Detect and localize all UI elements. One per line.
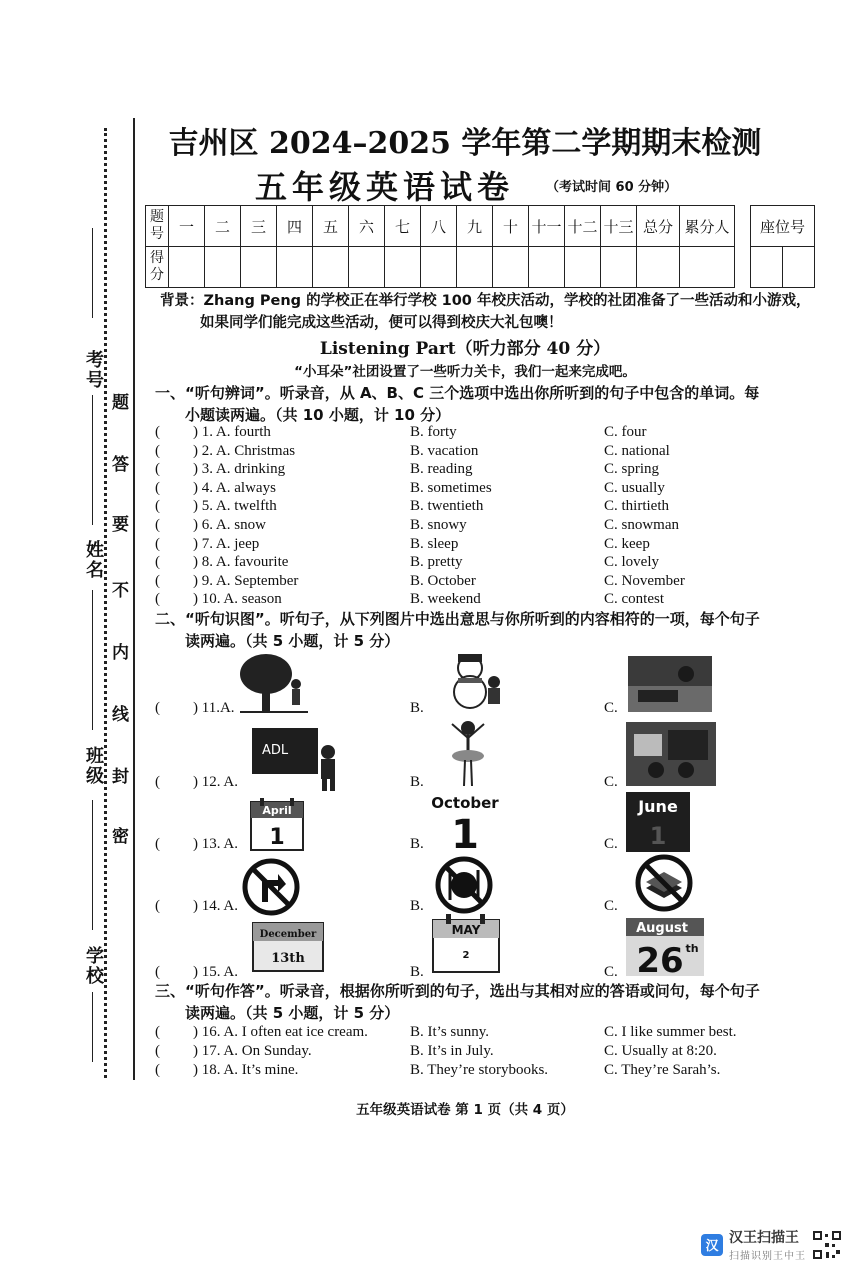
calendar-may-picture bbox=[432, 914, 500, 974]
option-a: ) 9. A. September bbox=[193, 572, 299, 589]
school-field-line bbox=[92, 992, 93, 1062]
option-c: C. I like summer best. bbox=[604, 1024, 737, 1040]
option-b: B. bbox=[410, 700, 424, 716]
seat-cell[interactable] bbox=[751, 247, 783, 288]
score-cell[interactable] bbox=[637, 247, 680, 288]
option-b: B. It’s sunny. bbox=[410, 1024, 490, 1040]
option-c: C. national bbox=[604, 442, 670, 459]
option-c: C. spring bbox=[604, 461, 660, 478]
name-field-line bbox=[92, 590, 93, 730]
option-b: B. bbox=[410, 774, 424, 790]
section1-line: 小题读两遍。（共 10 小题，计 10 分） bbox=[185, 406, 451, 424]
score-cell[interactable] bbox=[205, 247, 241, 288]
school-label: 学校 bbox=[83, 946, 104, 986]
option-a: ) 16. A. I often eat ice cream. bbox=[193, 1024, 368, 1040]
answer-bracket[interactable]: ( bbox=[155, 535, 160, 552]
answer-bracket[interactable]: ( bbox=[155, 1024, 160, 1040]
calendar-august-picture bbox=[626, 918, 704, 976]
option-b: B. bbox=[410, 964, 424, 980]
answer-bracket[interactable]: ( bbox=[155, 898, 160, 914]
option-c: C. They’re Sarah’s. bbox=[604, 1062, 721, 1078]
calendar-month: August bbox=[636, 921, 688, 936]
option-b: B. forty bbox=[410, 424, 457, 440]
scanner-logo-text: 汉 bbox=[705, 1239, 719, 1254]
score-col: 累分人 bbox=[680, 206, 735, 247]
score-col: 四 bbox=[277, 206, 313, 247]
option-a: ) 11.A. bbox=[193, 700, 235, 716]
tree-picture bbox=[236, 652, 312, 714]
score-cell[interactable] bbox=[565, 247, 601, 288]
class-label: 班级 bbox=[83, 746, 104, 786]
option-c: C. contest bbox=[604, 591, 664, 608]
score-cell[interactable] bbox=[529, 247, 565, 288]
seal-char: 密 bbox=[112, 827, 129, 847]
answer-bracket[interactable]: ( bbox=[155, 572, 160, 589]
option-b: B. October bbox=[410, 572, 476, 589]
score-cell[interactable] bbox=[601, 247, 637, 288]
section3-instructions bbox=[155, 980, 815, 1024]
page-footer: 五年级英语试卷 第 1 页（共 4 页） bbox=[356, 1102, 574, 1118]
option-c: C. bbox=[604, 836, 618, 852]
no-eating-sign-icon bbox=[434, 856, 494, 914]
answer-bracket[interactable]: ( bbox=[155, 461, 160, 478]
answer-bracket[interactable]: ( bbox=[155, 1043, 160, 1059]
option-b: B. sometimes bbox=[410, 479, 492, 496]
score-row-label: 得分 bbox=[146, 247, 169, 288]
calendar-december-picture bbox=[252, 922, 324, 972]
snowman-picture bbox=[444, 652, 506, 710]
calendar-day: 1 bbox=[649, 822, 667, 850]
name-label: 姓名 bbox=[83, 540, 104, 580]
answer-bracket[interactable]: ( bbox=[155, 554, 160, 571]
scanner-slogan: 扫描识别王中王 bbox=[729, 1251, 806, 1262]
section2-line: 读两遍。（共 5 小题，计 5 分） bbox=[185, 632, 400, 650]
listening-title: Listening Part（听力部分 40 分） bbox=[319, 339, 611, 359]
option-c: C. bbox=[604, 700, 618, 716]
seat-number-label: 座位号 bbox=[751, 206, 815, 247]
option-b: B. pretty bbox=[410, 554, 463, 571]
option-b: B. snowy bbox=[410, 517, 467, 533]
seal-char: 不 bbox=[112, 581, 129, 601]
option-a: ) 18. A. It’s mine. bbox=[193, 1062, 299, 1078]
classroom-photo-picture bbox=[626, 722, 716, 786]
option-b: B. twentieth bbox=[410, 498, 484, 515]
score-row-label: 题号 bbox=[146, 206, 169, 247]
score-col: 二 bbox=[205, 206, 241, 247]
option-c: C. bbox=[604, 898, 618, 914]
exam-no-label: 考号 bbox=[83, 350, 104, 390]
score-col: 六 bbox=[349, 206, 385, 247]
calendar-day: 26 bbox=[636, 941, 684, 976]
section2-line: 二、“听句识图”。听句子，从下列图片中选出意思与你所听到的内容相符的一项，每个句子 bbox=[155, 610, 760, 628]
score-col: 十二 bbox=[565, 206, 601, 247]
option-c: C. Usually at 8:20. bbox=[604, 1043, 717, 1059]
score-col: 七 bbox=[385, 206, 421, 247]
answer-bracket[interactable]: ( bbox=[155, 700, 160, 716]
seat-cell[interactable] bbox=[783, 247, 815, 288]
option-a: ) 13. A. bbox=[193, 836, 238, 852]
qr-code-icon bbox=[812, 1230, 842, 1260]
score-cell[interactable] bbox=[457, 247, 493, 288]
option-c: C. thirtieth bbox=[604, 498, 669, 515]
calendar-june-picture bbox=[626, 792, 690, 852]
binding-dotted-line bbox=[104, 128, 107, 1078]
background-line: 如果同学们能完成这些活动，便可以得到校庆大礼包噢！ bbox=[200, 315, 563, 331]
option-a: ) 3. A. drinking bbox=[193, 461, 286, 478]
option-c: C. usually bbox=[604, 479, 665, 496]
seal-char: 答 bbox=[112, 455, 129, 475]
option-c: C. November bbox=[604, 572, 685, 589]
score-col: 一 bbox=[169, 206, 205, 247]
score-cell[interactable] bbox=[313, 247, 349, 288]
option-c: C. bbox=[604, 964, 618, 980]
answer-bracket[interactable]: ( bbox=[155, 1062, 160, 1078]
option-a: ) 5. A. twelfth bbox=[193, 498, 277, 515]
calendar-october-picture bbox=[430, 792, 500, 854]
option-b: B. sleep bbox=[410, 535, 459, 552]
calendar-day: 13th bbox=[271, 951, 305, 966]
seal-char: 要 bbox=[112, 515, 129, 535]
option-a: ) 17. A. On Sunday. bbox=[193, 1043, 312, 1059]
answer-bracket[interactable]: ( bbox=[155, 836, 160, 852]
score-col: 十三 bbox=[601, 206, 637, 247]
section3-line: 三、“听句作答”。听录音，根据你所听到的句子，选出与其相对应的答语或问句，每个句子 bbox=[155, 982, 760, 1000]
calendar-month: MAY bbox=[451, 923, 481, 937]
option-b: B. weekend bbox=[410, 591, 481, 608]
class-field-line bbox=[92, 800, 93, 930]
scanner-brand: 汉王扫描王 bbox=[729, 1230, 799, 1246]
listening-subtitle: “小耳朵”社团设置了一些听力关卡，我们一起来完成吧。 bbox=[294, 364, 636, 380]
calendar-day: 1 bbox=[451, 812, 479, 854]
option-a: ) 1. A. fourth bbox=[193, 424, 271, 440]
calendar-month: June bbox=[638, 797, 678, 816]
option-c: C. snowman bbox=[604, 517, 679, 533]
scanner-watermark bbox=[701, 1227, 842, 1262]
calendar-day: 2 bbox=[462, 950, 470, 961]
score-col: 十一 bbox=[529, 206, 565, 247]
score-col: 十 bbox=[493, 206, 529, 247]
option-a: ) 15. A. bbox=[193, 964, 238, 980]
option-a: ) 12. A. bbox=[193, 774, 238, 790]
score-col: 三 bbox=[241, 206, 277, 247]
exam-time-note: （考试时间 60 分钟） bbox=[546, 180, 678, 195]
score-table bbox=[145, 205, 815, 288]
option-c: C. bbox=[604, 774, 618, 790]
calendar-month: December bbox=[259, 929, 317, 940]
scanner-logo-icon bbox=[701, 1234, 723, 1256]
answer-bracket[interactable]: ( bbox=[155, 479, 160, 496]
option-a: ) 8. A. favourite bbox=[193, 554, 289, 571]
score-cell[interactable] bbox=[169, 247, 205, 288]
score-cell[interactable] bbox=[349, 247, 385, 288]
section1-instructions bbox=[155, 382, 815, 426]
seal-char: 封 bbox=[112, 767, 129, 787]
option-b: B. It’s in July. bbox=[410, 1043, 494, 1059]
photo-picture bbox=[628, 656, 712, 712]
score-col: 五 bbox=[313, 206, 349, 247]
option-a: ) 14. A. bbox=[193, 898, 238, 914]
option-b: B. They’re storybooks. bbox=[410, 1062, 549, 1078]
exam-subtitle: 五年级英语试卷 bbox=[255, 168, 515, 206]
seal-char: 题 bbox=[112, 393, 129, 413]
ballet-dancer-picture bbox=[446, 716, 490, 788]
calendar-day-suffix: th bbox=[685, 942, 699, 955]
no-books-sign-icon bbox=[632, 854, 696, 912]
score-col: 九 bbox=[457, 206, 493, 247]
answer-bracket[interactable]: ( bbox=[155, 964, 160, 980]
background-line: 背景：Zhang Peng 的学校正在举行学校 100 年校庆活动，学校的社团准备了一些活动和小游戏， bbox=[160, 293, 811, 309]
calendar-day: 1 bbox=[269, 825, 285, 850]
binding-solid-line bbox=[133, 118, 135, 1080]
section1-line: 一、“听句辨词”。听录音，从 A、B、C 三个选项中选出你所听到的句子中包含的单词。每 bbox=[155, 384, 760, 402]
exam-no-field-line bbox=[92, 228, 93, 318]
option-a: ) 10. A. season bbox=[193, 591, 282, 608]
no-right-turn-sign-icon bbox=[240, 858, 302, 916]
section3-line: 读两遍。（共 5 小题，计 5 分） bbox=[185, 1004, 400, 1022]
answer-bracket[interactable]: ( bbox=[155, 498, 160, 515]
blackboard-text: ADL bbox=[262, 743, 289, 758]
answer-bracket[interactable]: ( bbox=[155, 517, 160, 533]
option-c: C. four bbox=[604, 424, 647, 440]
score-cell[interactable] bbox=[277, 247, 313, 288]
section2-instructions bbox=[155, 608, 815, 652]
calendar-april-picture bbox=[250, 798, 304, 852]
option-b: B. bbox=[410, 898, 424, 914]
option-b: B. reading bbox=[410, 461, 473, 478]
background-text bbox=[160, 290, 820, 334]
score-col: 八 bbox=[421, 206, 457, 247]
option-c: C. keep bbox=[604, 535, 650, 552]
exam-no-field-line-2 bbox=[92, 395, 93, 525]
option-a: ) 2. A. Christmas bbox=[193, 442, 296, 459]
answer-bracket[interactable]: ( bbox=[155, 424, 160, 440]
score-cell[interactable] bbox=[493, 247, 529, 288]
answer-bracket[interactable]: ( bbox=[155, 774, 160, 790]
score-cell[interactable] bbox=[385, 247, 421, 288]
score-col: 总分 bbox=[637, 206, 680, 247]
blackboard-teacher-picture bbox=[250, 726, 342, 792]
calendar-month: October bbox=[431, 794, 499, 812]
seal-char: 线 bbox=[112, 705, 129, 725]
option-a: ) 7. A. jeep bbox=[193, 535, 260, 552]
option-b: B. vacation bbox=[410, 442, 479, 459]
answer-bracket[interactable]: ( bbox=[155, 442, 160, 459]
option-b: B. bbox=[410, 836, 424, 852]
option-a: ) 6. A. snow bbox=[193, 517, 266, 533]
calendar-month: April bbox=[262, 804, 292, 817]
score-cell[interactable] bbox=[241, 247, 277, 288]
answer-bracket[interactable]: ( bbox=[155, 591, 160, 608]
option-a: ) 4. A. always bbox=[193, 479, 276, 496]
exam-title: 吉州区 2024–2025 学年第二学期期末检测 bbox=[168, 126, 762, 161]
score-cell[interactable] bbox=[680, 247, 735, 288]
seal-char: 内 bbox=[112, 643, 129, 663]
option-c: C. lovely bbox=[604, 554, 659, 571]
score-cell[interactable] bbox=[421, 247, 457, 288]
